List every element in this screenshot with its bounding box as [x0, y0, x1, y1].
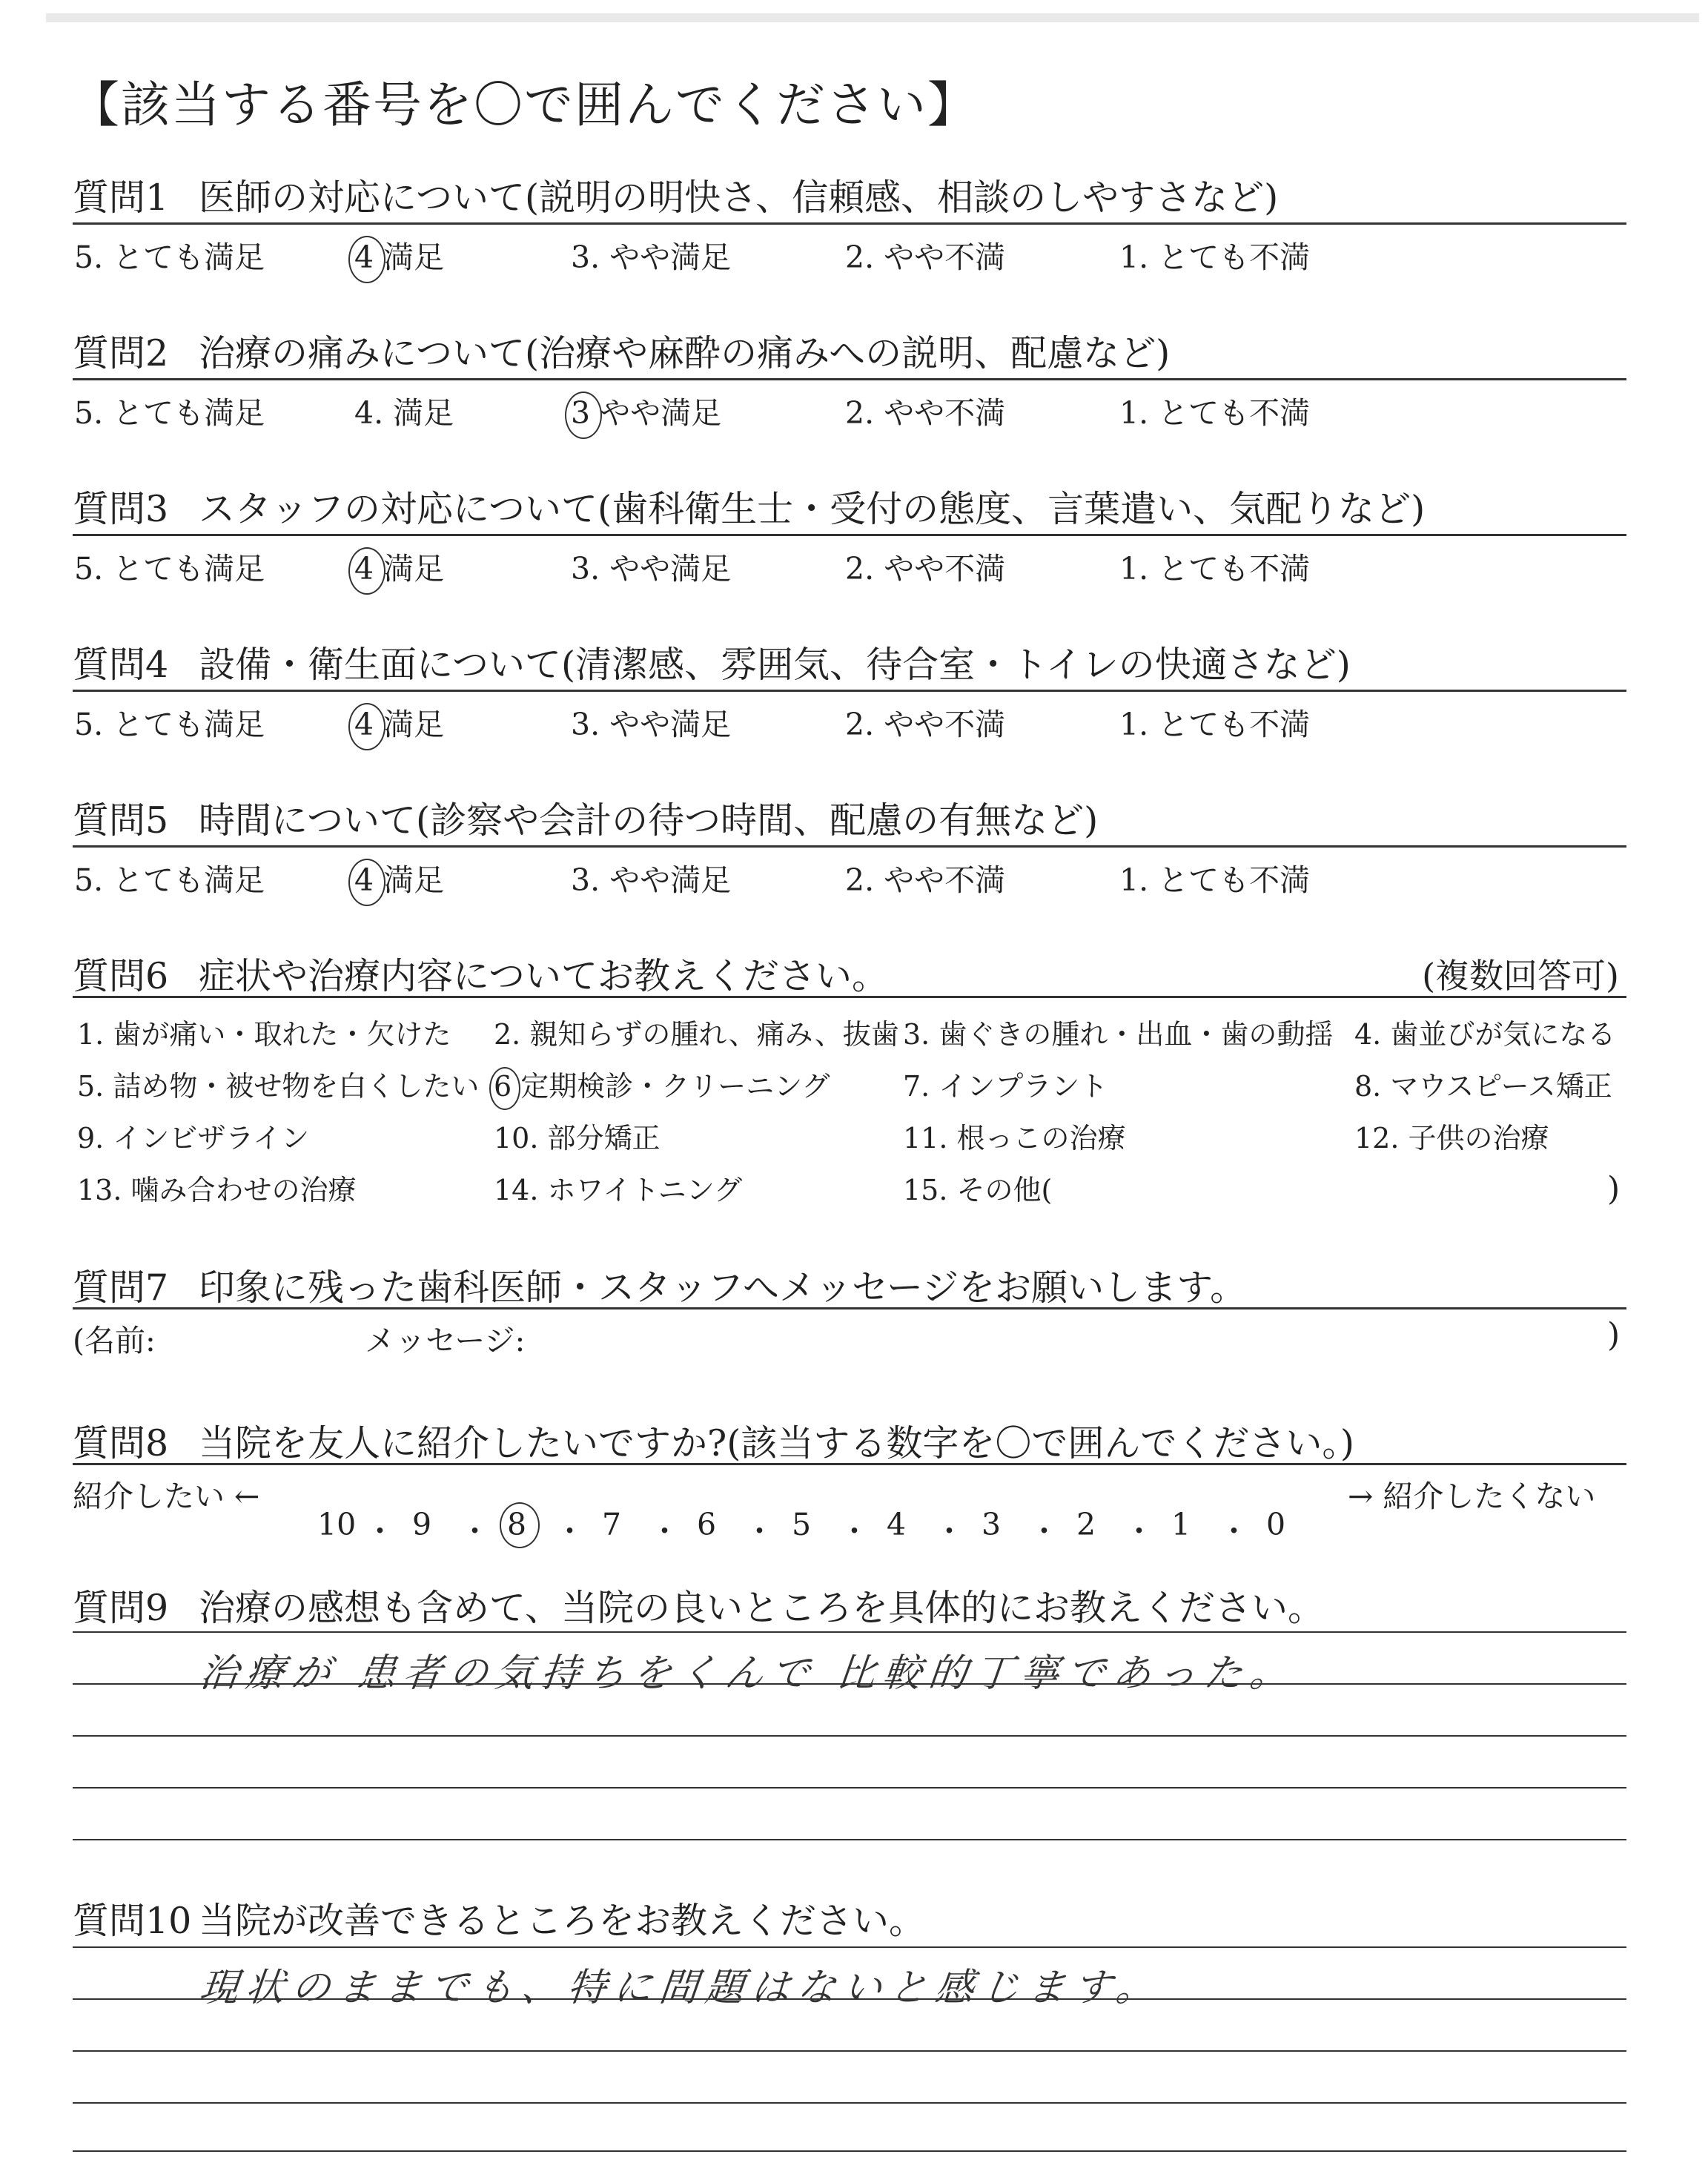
q1-option-5[interactable]	[74, 233, 265, 277]
option-number: 3	[571, 551, 591, 587]
option-label: 1. とても不満	[1119, 707, 1311, 742]
q8-score-8[interactable]: 8	[507, 1507, 527, 1542]
option-label: 5. とても満足	[74, 551, 265, 587]
q10-handwritten-answer: 現状のままでも、特に問題はないと感じます。	[197, 1966, 1165, 2010]
option-number: 5.	[77, 1070, 105, 1103]
option-number: 10.	[494, 1122, 539, 1155]
q8-scale-row	[73, 1472, 1596, 1549]
q10-line-4	[73, 2102, 1626, 2104]
q8-separator: ・	[934, 1513, 964, 1549]
q9-line-3	[73, 1735, 1626, 1737]
option-label: やや満足	[609, 707, 732, 742]
option-label: やや満足	[600, 395, 722, 431]
option-label: 2. やや不満	[845, 707, 1006, 742]
option-label: インプラント	[939, 1070, 1108, 1103]
option-label: 1. とても不満	[1119, 240, 1311, 275]
q8-score-7[interactable]: 7	[602, 1507, 622, 1542]
q6-option-8[interactable]	[1354, 1063, 1612, 1104]
q8-lead: 紹介したい ←	[73, 1479, 260, 1514]
q7-text: 印象に残った歯科医師・スタッフへメッセージをお願いします。	[199, 1266, 1247, 1309]
q8-score-4[interactable]: 4	[887, 1507, 907, 1542]
q8-score-5[interactable]: 5	[792, 1507, 812, 1542]
option-label: 噛み合わせの治療	[130, 1174, 357, 1206]
q7-title	[73, 1259, 1246, 1311]
q7-rule	[73, 1307, 1626, 1309]
option-number: 9.	[77, 1122, 105, 1155]
q3-option-2[interactable]	[845, 544, 1005, 588]
option-label: 2. やや不満	[845, 551, 1006, 587]
q8-separator: ・	[1124, 1513, 1154, 1549]
q3-rule	[73, 534, 1626, 536]
q2-option-5[interactable]	[74, 389, 265, 432]
option-label: 歯が痛い・取れた・欠けた	[113, 1018, 451, 1051]
option-number: 4	[354, 707, 374, 742]
option-label: 5. とても満足	[74, 395, 265, 431]
option-label: やや満足	[609, 862, 732, 898]
q2-option-1[interactable]	[1119, 389, 1310, 432]
q6-option-2[interactable]	[494, 1011, 899, 1052]
q6-text: 症状や治療内容についてお教えください。	[199, 955, 889, 997]
q8-score-6[interactable]: 6	[697, 1507, 717, 1542]
option-label: 定期検診・クリーニング	[520, 1070, 830, 1103]
q3-number: 質問3	[73, 488, 169, 530]
q6-title	[73, 948, 888, 1000]
option-number: 15.	[903, 1174, 948, 1206]
option-number: 3	[571, 707, 591, 742]
q10-number: 質問10	[73, 1900, 192, 1942]
q3-option-5[interactable]	[74, 544, 265, 588]
q1-number: 質問1	[73, 176, 169, 219]
option-label: 満足	[383, 707, 445, 742]
option-label: 2. やや不満	[845, 862, 1006, 898]
q6-option-7[interactable]	[903, 1063, 1108, 1104]
q4-option-4[interactable]	[354, 700, 444, 744]
q8-score-10[interactable]: 10	[317, 1507, 357, 1542]
q3-option-3[interactable]: 3. やや満足	[571, 551, 732, 587]
option-number: 4	[354, 551, 374, 587]
q1-title	[73, 169, 1278, 221]
option-number: 3	[571, 240, 591, 275]
q6-option-13[interactable]	[77, 1167, 357, 1208]
q8-separator: ・	[460, 1513, 490, 1549]
q1-option-2[interactable]	[845, 233, 1005, 277]
q5-option-5[interactable]	[74, 856, 265, 899]
option-label: インビザライン	[113, 1122, 310, 1155]
q6-multiple-note: (複数回答可)	[1422, 956, 1619, 996]
q5-option-4[interactable]	[354, 856, 444, 899]
option-number: 7.	[903, 1070, 930, 1103]
q9-line-5	[73, 1839, 1626, 1840]
q6-option-15[interactable]	[903, 1167, 1052, 1208]
option-label: 5. とても満足	[74, 707, 265, 742]
option-label: 満足	[383, 551, 445, 587]
option-label: 満足	[383, 240, 445, 275]
q8-separator: ・	[365, 1513, 395, 1549]
q6-option-3[interactable]	[903, 1011, 1333, 1052]
q10-text: 当院が改善できるところをお教えください。	[199, 1900, 926, 1942]
scan-top-edge	[46, 13, 1699, 22]
q8-score-1[interactable]: 1	[1171, 1507, 1191, 1542]
q7-message-label: メッセージ:	[365, 1323, 526, 1358]
option-number: 14.	[494, 1174, 539, 1206]
q10-line-5	[73, 2150, 1626, 2152]
q6-option-14[interactable]	[494, 1167, 742, 1208]
option-label: 部分矯正	[547, 1122, 661, 1155]
q6-option-9[interactable]	[77, 1115, 309, 1156]
q2-rule	[73, 378, 1626, 380]
option-label: マウスピース矯正	[1390, 1070, 1612, 1103]
option-number: 12.	[1354, 1122, 1400, 1155]
q7-number: 質問7	[73, 1266, 169, 1309]
q1-option-4[interactable]	[354, 233, 444, 277]
q8-separator: ・	[1219, 1513, 1249, 1549]
q1-option-1[interactable]	[1119, 233, 1310, 277]
q4-option-3[interactable]: 3. やや満足	[571, 707, 732, 742]
q6-option-11[interactable]	[903, 1115, 1126, 1156]
q6-option-12[interactable]	[1354, 1115, 1549, 1156]
q6-option-4[interactable]	[1354, 1011, 1615, 1052]
q8-text: 当院を友人に紹介したいですか?(該当する数字を〇で囲んでください。)	[199, 1422, 1355, 1464]
q4-option-2[interactable]	[845, 700, 1005, 744]
option-number: 4	[354, 862, 374, 898]
q6-rule	[73, 996, 1626, 998]
q4-rule	[73, 690, 1626, 692]
q2-option-2[interactable]	[845, 389, 1005, 432]
q6-option-6[interactable]	[494, 1063, 830, 1104]
q8-score-0[interactable]: 0	[1266, 1507, 1286, 1542]
option-label: ホワイトニング	[547, 1174, 743, 1206]
q2-text: 治療の痛みについて(治療や麻酔の痛みへの説明、配慮など)	[199, 332, 1171, 374]
q5-rule	[73, 845, 1626, 848]
option-number: 3	[571, 395, 591, 431]
q9-text: 治療の感想も含めて、当院の良いところを具体的にお教えください。	[199, 1587, 1325, 1629]
option-label: その他(	[956, 1174, 1053, 1206]
option-label: 根っこの治療	[956, 1122, 1126, 1155]
q10-title	[73, 1892, 925, 1944]
option-number: 4	[354, 395, 374, 431]
q2-option-4[interactable]: 4. 満足	[354, 395, 454, 431]
option-label: 1. とても不満	[1119, 551, 1311, 587]
q3-option-4[interactable]	[354, 544, 444, 588]
option-number: 4.	[1354, 1018, 1382, 1051]
option-label: やや満足	[609, 240, 732, 275]
option-label: 5. とても満足	[74, 240, 265, 275]
option-label: 1. とても不満	[1119, 395, 1311, 431]
q4-text: 設備・衛生面について(清潔感、雰囲気、待合室・トイレの快適さなど)	[199, 644, 1351, 686]
q8-separator: ・	[744, 1513, 775, 1549]
q8-tail: → 紹介したくない	[1348, 1479, 1596, 1514]
q1-text: 医師の対応について(説明の明快さ、信頼感、相談のしやすさなど)	[199, 176, 1279, 219]
q8-score-2[interactable]: 2	[1076, 1507, 1096, 1542]
option-label: 2. やや不満	[845, 395, 1006, 431]
option-number: 13.	[77, 1174, 122, 1206]
q8-separator: ・	[1029, 1513, 1059, 1549]
q2-title	[73, 325, 1170, 377]
q2-number: 質問2	[73, 332, 169, 374]
option-number: 11.	[903, 1122, 948, 1155]
option-label: 歯並びが気になる	[1390, 1018, 1616, 1051]
q1-option-3[interactable]: 3. やや満足	[571, 240, 732, 275]
q6-option-1[interactable]	[77, 1011, 451, 1052]
q4-number: 質問4	[73, 644, 169, 686]
option-label: 子供の治療	[1408, 1122, 1549, 1155]
option-label: 詰め物・被せ物を白くしたい	[113, 1070, 480, 1103]
option-label: 1. とても不満	[1119, 862, 1311, 898]
q5-option-1[interactable]	[1119, 856, 1310, 899]
q4-title	[73, 636, 1351, 688]
q9-line-1	[73, 1631, 1626, 1633]
q5-option-3[interactable]: 3. やや満足	[571, 862, 732, 898]
q8-number: 質問8	[73, 1422, 169, 1464]
q5-option-2[interactable]	[845, 856, 1005, 899]
q5-text: 時間について(診察や会計の待つ時間、配慮の有無など)	[199, 799, 1099, 842]
q3-title	[73, 480, 1425, 532]
q9-number: 質問9	[73, 1587, 169, 1629]
q8-separator: ・	[839, 1513, 870, 1549]
option-label: 5. とても満足	[74, 862, 265, 898]
q3-option-1[interactable]	[1119, 544, 1310, 588]
q8-separator: ・	[555, 1513, 585, 1549]
q6-number: 質問6	[73, 955, 169, 997]
q1-rule	[73, 222, 1626, 225]
q8-separator: ・	[649, 1513, 680, 1549]
q6-other-close: )	[1607, 1170, 1621, 1208]
q8-rule	[73, 1463, 1626, 1465]
option-label: やや満足	[609, 551, 732, 587]
q7-name-label: (名前:	[73, 1323, 156, 1358]
q5-title	[73, 792, 1098, 844]
option-number: 6	[494, 1070, 512, 1103]
option-number: 8.	[1354, 1070, 1382, 1103]
q10-line-1	[73, 1946, 1626, 1948]
q9-title	[73, 1579, 1324, 1631]
option-label: 親知らずの腫れ、痛み、抜歯	[529, 1018, 899, 1051]
option-number: 3.	[903, 1018, 930, 1051]
q6-option-5[interactable]	[77, 1063, 479, 1104]
q10-line-3	[73, 2050, 1626, 2052]
option-number: 2.	[494, 1018, 521, 1051]
q9-line-4	[73, 1787, 1626, 1789]
q8-title	[73, 1415, 1354, 1467]
q8-score-9[interactable]: 9	[412, 1507, 432, 1542]
q2-option-3[interactable]	[571, 389, 721, 432]
q7-close: )	[1607, 1316, 1621, 1354]
option-label: 2. やや不満	[845, 240, 1006, 275]
q5-number: 質問5	[73, 799, 169, 842]
option-label: 満足	[383, 862, 445, 898]
q4-option-1[interactable]	[1119, 700, 1310, 744]
q3-text: スタッフの対応について(歯科衛生士・受付の態度、言葉遣い、気配りなど)	[199, 488, 1426, 530]
q9-handwritten-answer: 治療が 患者の気持ちをくんで 比較的丁寧であった。	[197, 1651, 1299, 1696]
q4-option-5[interactable]	[74, 700, 265, 744]
option-label: 満足	[393, 395, 454, 431]
option-label: 歯ぐきの腫れ・出血・歯の動揺	[939, 1018, 1334, 1051]
option-number: 3	[571, 862, 591, 898]
q6-option-10[interactable]	[494, 1115, 661, 1156]
page-title: 【該当する番号を〇で囲んでください】	[70, 76, 978, 133]
option-number: 4	[354, 240, 374, 275]
q8-score-3[interactable]: 3	[982, 1507, 1002, 1542]
option-number: 1.	[77, 1018, 105, 1051]
